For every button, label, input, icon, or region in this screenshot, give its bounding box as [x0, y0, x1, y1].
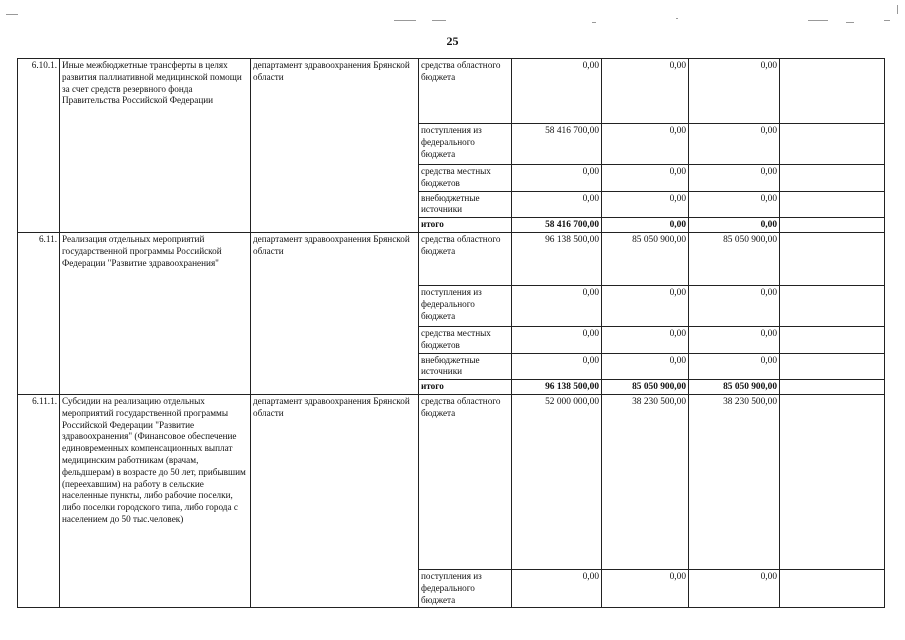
amount-year-3: 0,00 — [689, 570, 780, 608]
amount-year-1: 0,00 — [512, 165, 602, 192]
amount-year-2: 85 050 900,00 — [602, 233, 689, 286]
empty-cell — [780, 327, 885, 354]
item-executor: департамент здравоохранения Брянской области — [251, 59, 419, 233]
amount-year-3: 0,00 — [689, 353, 780, 380]
funding-source: внебюджетные источники — [419, 191, 512, 218]
funding-source: средства областного бюджета — [419, 395, 512, 570]
amount-year-2: 0,00 — [602, 570, 689, 608]
item-name: Иные межбюджетные трансферты в целях развития паллиативной медицинской помощи за счет средств резервного фонда Правительства Российской Федерации — [60, 59, 251, 233]
amount-year-2: 38 230 500,00 — [602, 395, 689, 570]
amount-year-2: 0,00 — [602, 327, 689, 354]
budget-table — [17, 58, 885, 608]
funding-source: итого — [419, 218, 512, 233]
amount-year-2: 0,00 — [602, 286, 689, 327]
amount-year-3: 0,00 — [689, 59, 780, 124]
item-code: 6.11. — [18, 233, 60, 395]
empty-cell — [780, 353, 885, 380]
item-name: Реализация отдельных мероприятий государственной программы Российской Федерации "Развитие здравоохранения" — [60, 233, 251, 395]
amount-year-2: 0,00 — [602, 353, 689, 380]
item-executor: департамент здравоохранения Брянской области — [251, 395, 419, 608]
amount-year-3: 0,00 — [689, 165, 780, 192]
amount-year-1: 52 000 000,00 — [512, 395, 602, 570]
amount-year-1: 58 416 700,00 — [512, 218, 602, 233]
empty-cell — [780, 286, 885, 327]
funding-source: поступления из федерального бюджета — [419, 124, 512, 165]
page-number: 25 — [446, 34, 459, 48]
funding-source: внебюджетные источники — [419, 353, 512, 380]
amount-year-2: 0,00 — [602, 218, 689, 233]
amount-year-1: 0,00 — [512, 191, 602, 218]
funding-source: поступления из федерального бюджета — [419, 570, 512, 608]
amount-year-2: 0,00 — [602, 59, 689, 124]
amount-year-2: 0,00 — [602, 124, 689, 165]
amount-year-1: 58 416 700,00 — [512, 124, 602, 165]
empty-cell — [780, 233, 885, 286]
item-code: 6.11.1. — [18, 395, 60, 608]
empty-cell — [780, 124, 885, 165]
amount-year-1: 96 138 500,00 — [512, 233, 602, 286]
amount-year-1: 0,00 — [512, 286, 602, 327]
item-name: Субсидии на реализацию отдельных мероприятий государственной программы Российской Федерации "Развитие здравоохранения" (Финансовое обеспечение единовременных компенсационных выплат медицинским работникам (врачам, фельдшерам) в возрасте до 50 лет, прибывшим (переехавшим) на работу в сельские населенные пункты, либо рабочие поселки, либо поселки городского типа, либо города с населением до 50 тыс.человек) — [60, 395, 251, 608]
empty-cell — [780, 380, 885, 395]
amount-year-2: 0,00 — [602, 191, 689, 218]
funding-source: поступления из федерального бюджета — [419, 286, 512, 327]
table-row — [18, 395, 885, 570]
amount-year-3: 85 050 900,00 — [689, 380, 780, 395]
amount-year-3: 0,00 — [689, 327, 780, 354]
table-row — [18, 59, 885, 124]
amount-year-3: 38 230 500,00 — [689, 395, 780, 570]
funding-source: средства местных бюджетов — [419, 327, 512, 354]
item-executor: департамент здравоохранения Брянской области — [251, 233, 419, 395]
empty-cell — [780, 59, 885, 124]
funding-source: средства областного бюджета — [419, 233, 512, 286]
empty-cell — [780, 191, 885, 218]
empty-cell — [780, 218, 885, 233]
empty-cell — [780, 165, 885, 192]
funding-source: итого — [419, 380, 512, 395]
amount-year-3: 85 050 900,00 — [689, 233, 780, 286]
amount-year-2: 0,00 — [602, 165, 689, 192]
amount-year-1: 0,00 — [512, 570, 602, 608]
amount-year-1: 96 138 500,00 — [512, 380, 602, 395]
funding-source: средства местных бюджетов — [419, 165, 512, 192]
amount-year-3: 0,00 — [689, 124, 780, 165]
funding-source: средства областного бюджета — [419, 59, 512, 124]
amount-year-3: 0,00 — [689, 286, 780, 327]
amount-year-1: 0,00 — [512, 59, 602, 124]
amount-year-3: 0,00 — [689, 191, 780, 218]
empty-cell — [780, 395, 885, 570]
amount-year-1: 0,00 — [512, 353, 602, 380]
amount-year-2: 85 050 900,00 — [602, 380, 689, 395]
amount-year-1: 0,00 — [512, 327, 602, 354]
empty-cell — [780, 570, 885, 608]
item-code: 6.10.1. — [18, 59, 60, 233]
table-row — [18, 233, 885, 286]
amount-year-3: 0,00 — [689, 218, 780, 233]
